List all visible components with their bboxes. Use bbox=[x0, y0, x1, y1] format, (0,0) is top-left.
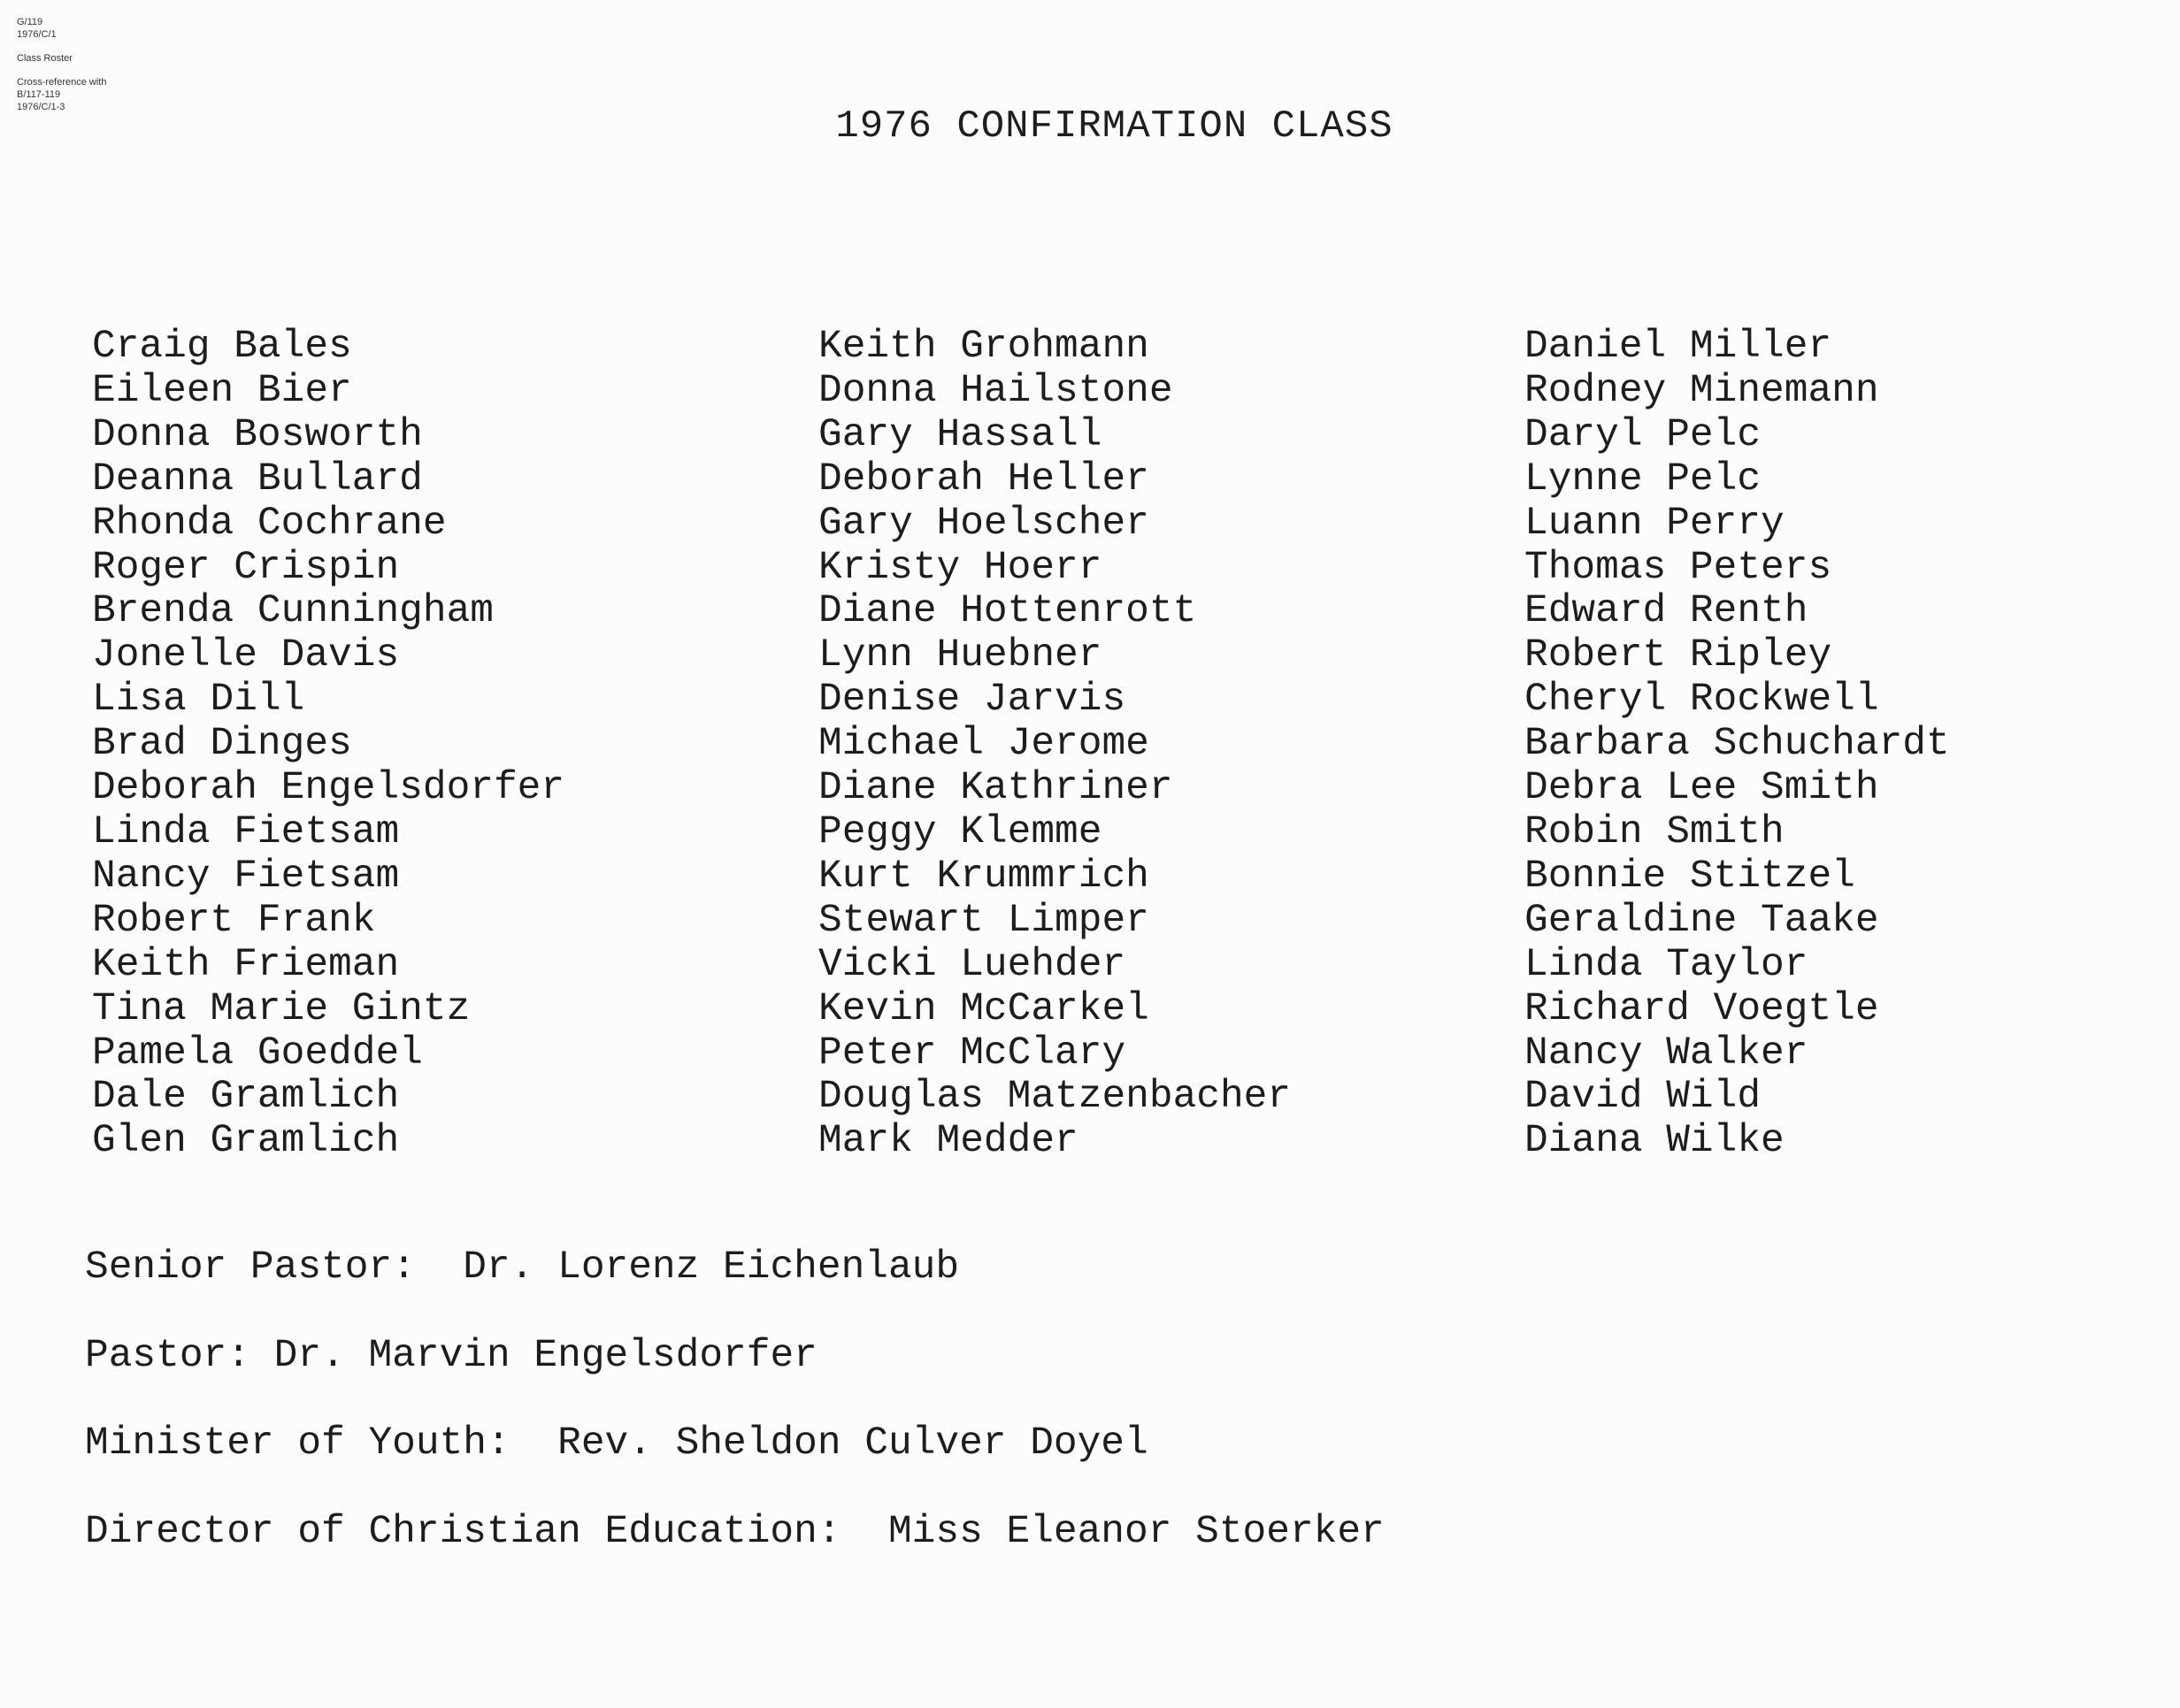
roster-name: Peggy Klemme bbox=[818, 809, 1102, 854]
roster-name: Eileen Bier bbox=[92, 368, 352, 413]
roster-name: Cheryl Rockwell bbox=[1524, 678, 1879, 723]
roster-name: Lynn Huebner bbox=[818, 633, 1102, 678]
roster-name: Keith Grohmann bbox=[818, 325, 1149, 369]
roster-name: Robert Ripley bbox=[1524, 633, 1832, 678]
roster-name: Diane Kathriner bbox=[818, 766, 1173, 811]
archive-reference-note bbox=[17, 16, 106, 113]
roster-name: Barbara Schuchardt bbox=[1524, 722, 1950, 767]
roster-name: Donna Bosworth bbox=[92, 412, 423, 457]
staff-entry-director-of-christian-education bbox=[85, 1510, 1385, 1598]
roster-name: Kevin McCarkel bbox=[818, 986, 1149, 1031]
staff-role: Minister of Youth: bbox=[85, 1421, 510, 1466]
roster-name: Kurt Krummrich bbox=[818, 854, 1149, 899]
roster-name: Richard Voegtle bbox=[1524, 986, 1879, 1031]
roster-name: Diana Wilke bbox=[1524, 1119, 1785, 1164]
roster-name: Vicki Luehder bbox=[818, 942, 1126, 987]
cross-reference-code: B/117-119 bbox=[17, 89, 61, 100]
staff-name: Dr. Lorenz Eichenlaub bbox=[463, 1245, 960, 1290]
roster-name: Lynne Pelc bbox=[1524, 456, 1762, 502]
roster-name: Nancy Walker bbox=[1524, 1030, 1808, 1076]
roster-name: Pamela Goeddel bbox=[92, 1030, 423, 1076]
roster-column-3 bbox=[1524, 326, 1950, 1164]
roster-name: Luann Perry bbox=[1524, 501, 1785, 546]
staff-name: Miss Eleanor Stoerker bbox=[887, 1509, 1385, 1554]
roster-name: Donna Hailstone bbox=[818, 368, 1173, 413]
roster-name: Keith Frieman bbox=[92, 942, 400, 987]
roster-name: Brenda Cunningham bbox=[92, 589, 494, 634]
staff-name: Dr. Marvin Engelsdorfer bbox=[273, 1333, 818, 1378]
roster-name: Linda Fietsam bbox=[92, 809, 400, 854]
roster-name: Gary Hoelscher bbox=[818, 501, 1149, 546]
roster-name: Michael Jerome bbox=[818, 722, 1149, 767]
roster-name: Gary Hassall bbox=[818, 412, 1102, 457]
staff-role: Senior Pastor: bbox=[85, 1245, 416, 1290]
roster-name: Dale Gramlich bbox=[92, 1075, 400, 1120]
staff-name: Rev. Sheldon Culver Doyel bbox=[557, 1421, 1148, 1466]
roster-name: Debra Lee Smith bbox=[1524, 766, 1879, 811]
roster-name: Edward Renth bbox=[1524, 589, 1808, 634]
roster-column-1 bbox=[92, 326, 564, 1164]
reference-code: G/119 bbox=[17, 17, 43, 27]
roster-name: Thomas Peters bbox=[1524, 545, 1832, 590]
staff-list bbox=[85, 1245, 1385, 1597]
roster-name: Glen Gramlich bbox=[92, 1119, 400, 1164]
page-title-text: 1976 CONFIRMATION CLASS bbox=[835, 104, 1393, 149]
roster-name: Roger Crispin bbox=[92, 545, 400, 590]
staff-entry-pastor bbox=[85, 1334, 1385, 1422]
roster-name: Peter McClary bbox=[818, 1030, 1126, 1076]
staff-entry-senior-pastor bbox=[85, 1245, 1385, 1334]
roster-name: Diane Hottenrott bbox=[818, 589, 1197, 634]
roster-name: Deborah Engelsdorfer bbox=[92, 766, 565, 811]
roster-name: Deborah Heller bbox=[818, 456, 1149, 502]
roster-name: Craig Bales bbox=[92, 325, 352, 369]
roster-name: Douglas Matzenbacher bbox=[818, 1075, 1292, 1120]
staff-entry-minister-of-youth bbox=[85, 1421, 1385, 1510]
document-label: Class Roster bbox=[17, 53, 73, 64]
roster-name: Geraldine Taake bbox=[1524, 898, 1879, 943]
roster-name: Kristy Hoerr bbox=[818, 545, 1102, 590]
roster-name: Deanna Bullard bbox=[92, 456, 423, 502]
roster-name: Lisa Dill bbox=[92, 678, 305, 723]
roster-name: Robert Frank bbox=[92, 898, 376, 943]
roster-name: Daniel Miller bbox=[1524, 325, 1832, 369]
staff-role: Director of Christian Education: bbox=[85, 1509, 841, 1554]
roster-column-2 bbox=[818, 326, 1291, 1164]
roster-name: Brad Dinges bbox=[92, 722, 352, 767]
roster-name: Stewart Limper bbox=[818, 898, 1149, 943]
roster-name: Daryl Pelc bbox=[1524, 412, 1762, 457]
roster-name: Tina Marie Gintz bbox=[92, 986, 471, 1031]
roster-name: Bonnie Stitzel bbox=[1524, 854, 1855, 899]
reference-code: 1976/C/1 bbox=[17, 29, 57, 40]
cross-reference-label: Cross-reference with bbox=[17, 77, 107, 88]
roster-name: Nancy Fietsam bbox=[92, 854, 400, 899]
page-title bbox=[0, 104, 2180, 149]
roster-name: Rhonda Cochrane bbox=[92, 501, 447, 546]
roster-name: Robin Smith bbox=[1524, 809, 1785, 854]
roster-name: Linda Taylor bbox=[1524, 942, 1808, 987]
roster-name: David Wild bbox=[1524, 1075, 1762, 1120]
roster-name: Jonelle Davis bbox=[92, 633, 400, 678]
cross-reference-code: 1976/C/1-3 bbox=[17, 102, 65, 112]
staff-role: Pastor: bbox=[85, 1333, 250, 1378]
roster-name: Denise Jarvis bbox=[818, 678, 1126, 723]
roster-name: Rodney Minemann bbox=[1524, 368, 1879, 413]
roster-name: Mark Medder bbox=[818, 1119, 1078, 1164]
